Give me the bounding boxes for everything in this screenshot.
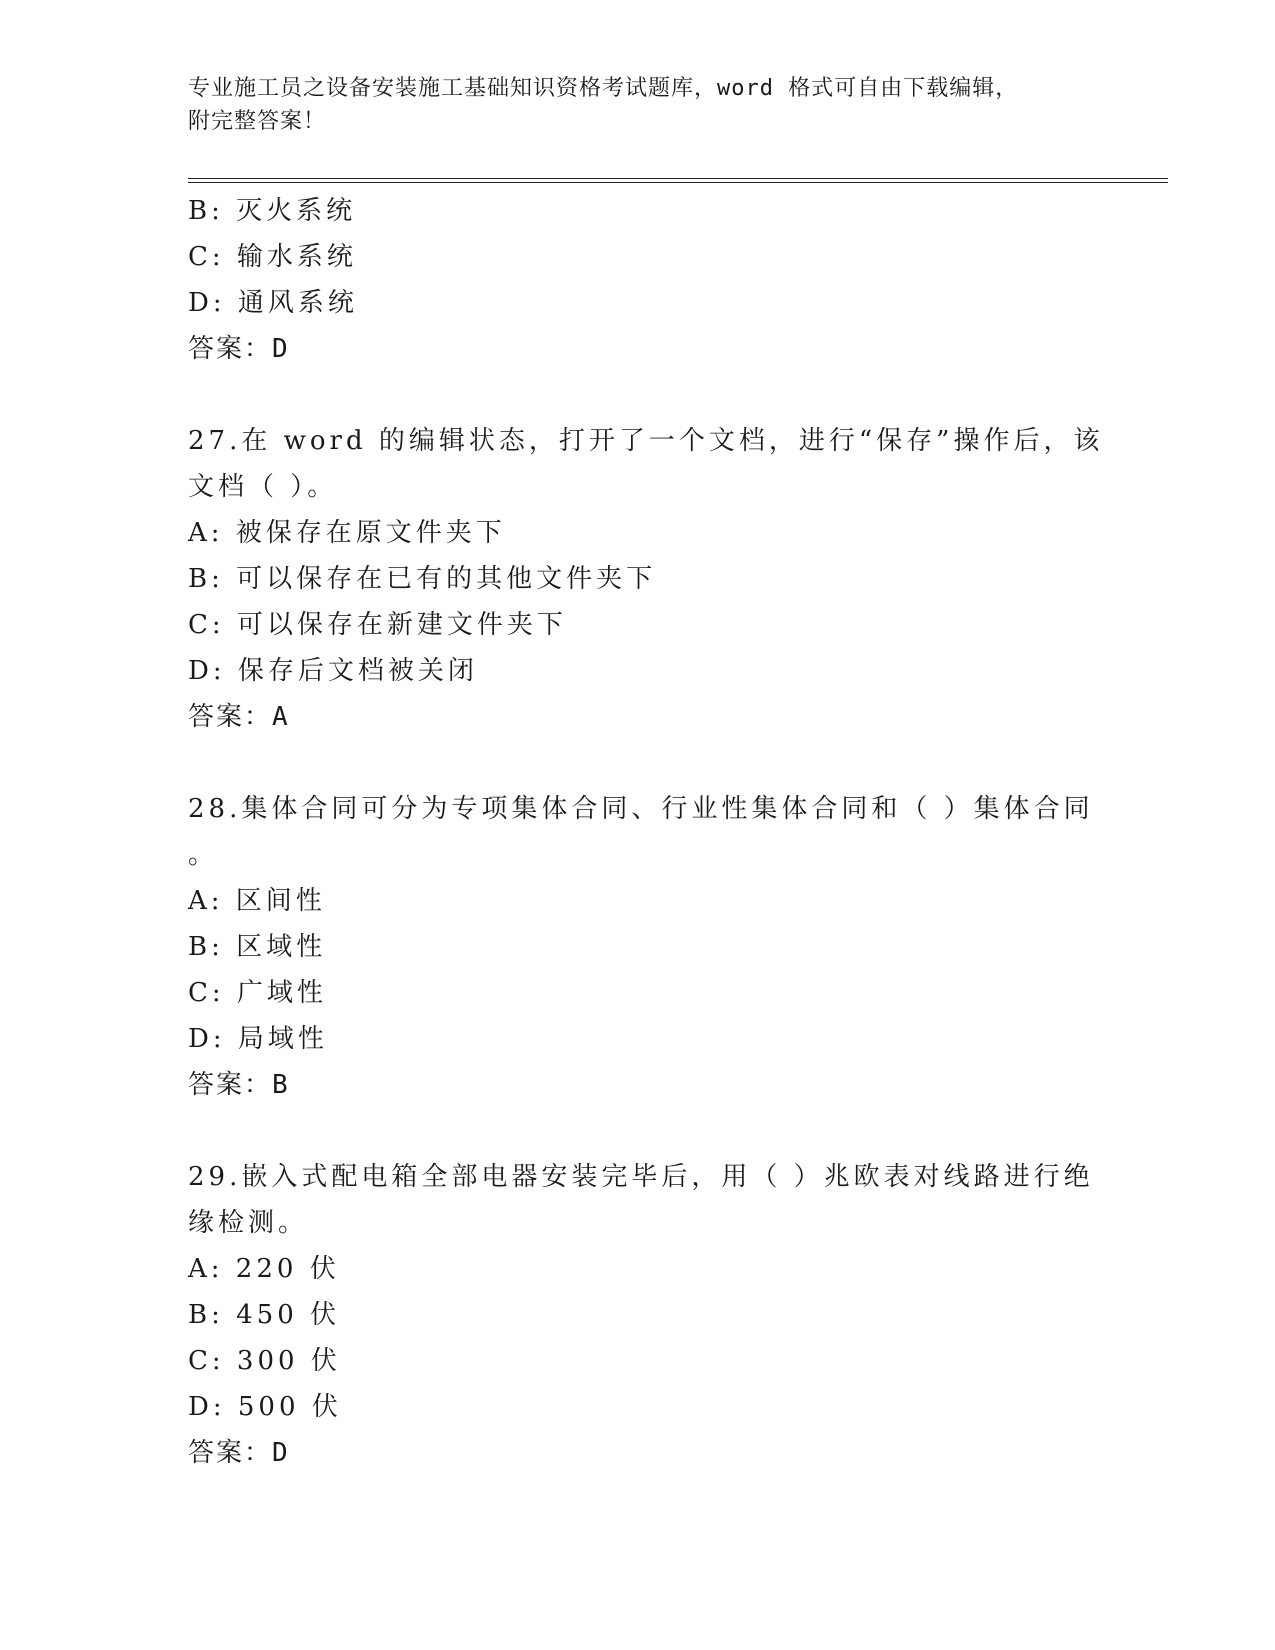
question-26-continuation xyxy=(188,188,1088,372)
answer-line: 答案：A xyxy=(188,702,290,732)
spacer xyxy=(188,372,1088,418)
header-divider xyxy=(188,178,1168,183)
question-stem-line-1: 28.集体合同可分为专项集体合同、行业性集体合同和（ ）集体合同 xyxy=(188,794,1094,824)
option-d: D: 500 伏 xyxy=(188,1392,342,1422)
document-body xyxy=(188,188,1104,1476)
header-title-line-2: 附完整答案！ xyxy=(188,109,327,134)
spacer xyxy=(188,1108,1088,1154)
question-28 xyxy=(188,786,1094,1108)
answer-line: 答案：D xyxy=(188,1438,290,1468)
question-29 xyxy=(188,1154,1094,1476)
answer-line: 答案：D xyxy=(188,334,290,364)
option-c: C: 300 伏 xyxy=(188,1346,341,1376)
question-27 xyxy=(188,418,1104,740)
question-stem-line-1: 27.在 word 的编辑状态，打开了一个文档，进行“保存”操作后，该 xyxy=(188,426,1104,456)
option-a: A: 被保存在原文件夹下 xyxy=(188,518,506,548)
option-b: B: 可以保存在已有的其他文件夹下 xyxy=(188,564,657,594)
question-stem-line-2: 文档（ ）。 xyxy=(188,472,338,502)
option-c: C: 广域性 xyxy=(188,978,327,1008)
option-d: D: 通风系统 xyxy=(188,288,358,318)
spacer xyxy=(188,740,1088,786)
option-c: C: 输水系统 xyxy=(188,242,357,272)
question-stem-line-1: 29.嵌入式配电箱全部电器安装完毕后，用（ ）兆欧表对线路进行绝 xyxy=(188,1162,1094,1192)
answer-line: 答案：B xyxy=(188,1070,290,1100)
option-b: B: 区域性 xyxy=(188,932,327,962)
question-stem-line-2: 缘检测。 xyxy=(188,1208,309,1238)
option-a: A: 220 伏 xyxy=(188,1254,340,1284)
option-c: C: 可以保存在新建文件夹下 xyxy=(188,610,567,640)
option-d: D: 保存后文档被关闭 xyxy=(188,656,478,686)
option-a: A: 区间性 xyxy=(188,886,326,916)
option-b: B: 450 伏 xyxy=(188,1300,341,1330)
question-stem-line-2: 。 xyxy=(188,840,219,870)
option-d: D: 局域性 xyxy=(188,1024,328,1054)
option-b: B: 灭火系统 xyxy=(188,196,357,226)
page-header xyxy=(188,72,1088,138)
header-title-line-1: 专业施工员之设备安装施工基础知识资格考试题库，word 格式可自由下载编辑， xyxy=(188,76,1019,101)
